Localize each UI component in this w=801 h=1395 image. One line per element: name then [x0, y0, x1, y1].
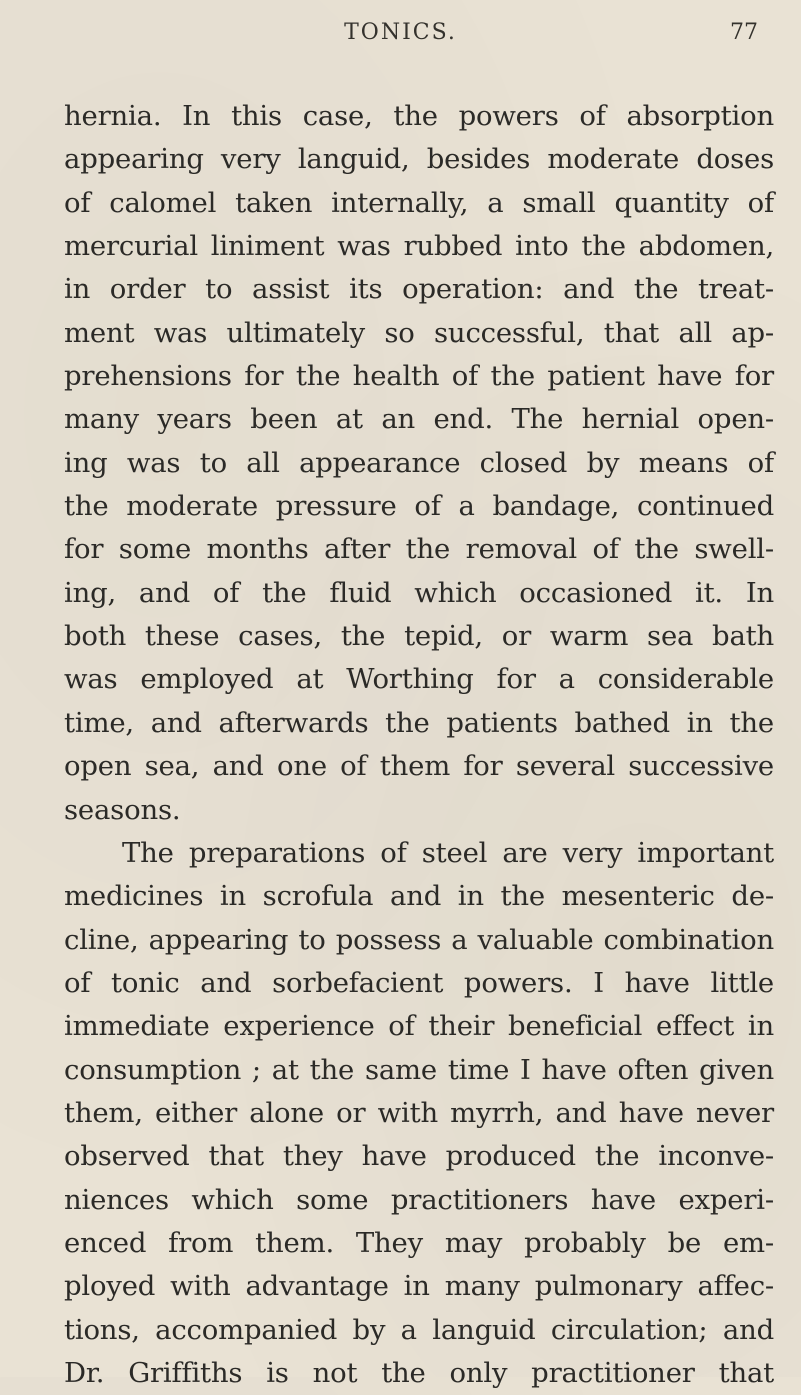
- text-line: medicines in scrofula and in the mesenteric de-: [64, 880, 774, 913]
- text-line: consumption ; at the same time I have often given: [64, 1053, 774, 1086]
- text-line: tions, accompanied by a languid circulation; and: [64, 1313, 774, 1346]
- text-line: seasons.: [64, 793, 181, 826]
- paragraph-hernia-case: [64, 95, 774, 832]
- text-line: of tonic and sorbefacient powers. I have little: [64, 966, 774, 999]
- text-line: many years been at an end. The hernial open-: [64, 403, 774, 436]
- text-line: time, and afterwards the patients bathed in the: [64, 706, 774, 739]
- text-line: both these cases, the tepid, or warm sea bath: [64, 620, 774, 653]
- text-line: cline, appearing to possess a valuable combination: [64, 923, 774, 956]
- text-line: hernia. In this case, the powers of absorption: [64, 100, 774, 132]
- text-line: for some months after the removal of the swell-: [64, 533, 774, 566]
- text-line: appearing very languid, besides moderate doses: [64, 143, 774, 176]
- text-line: ing was to all appearance closed by means of: [64, 446, 774, 479]
- text-line: ment was ultimately so successful, that all ap-: [64, 316, 774, 349]
- text-line: enced from them. They may probably be em-: [64, 1226, 774, 1259]
- running-head: [0, 20, 801, 50]
- text-line: the moderate pressure of a bandage, continued: [64, 490, 774, 523]
- text-line: ing, and of the fluid which occasioned it. In: [64, 576, 774, 609]
- page-number: 77: [730, 20, 758, 45]
- paragraph-steel-preparations: [64, 832, 774, 1395]
- text-line: Dr. Griffiths is not the only practitioner that: [64, 1356, 774, 1389]
- text-line: of calomel taken internally, a small quantity of: [64, 186, 774, 219]
- running-title: TONICS.: [344, 20, 457, 45]
- text-line: open sea, and one of them for several successive: [64, 750, 774, 783]
- text-line: was employed at Worthing for a considerable: [64, 663, 774, 696]
- text-line: in order to assist its operation: and the treat-: [64, 273, 774, 306]
- text-line: niences which some practitioners have experi-: [64, 1183, 774, 1216]
- text-line: observed that they have produced the inconve-: [64, 1140, 774, 1173]
- body-text: [64, 95, 774, 1395]
- text-line: them, either alone or with myrrh, and have never: [64, 1096, 774, 1129]
- text-line: mercurial liniment was rubbed into the abdomen,: [64, 230, 774, 263]
- text-line: ployed with advantage in many pulmonary affec-: [64, 1270, 774, 1303]
- text-line: prehensions for the health of the patient have for: [64, 360, 774, 393]
- text-line: The preparations of steel are very important: [122, 836, 774, 869]
- text-line: immediate experience of their beneficial effect in: [64, 1010, 774, 1043]
